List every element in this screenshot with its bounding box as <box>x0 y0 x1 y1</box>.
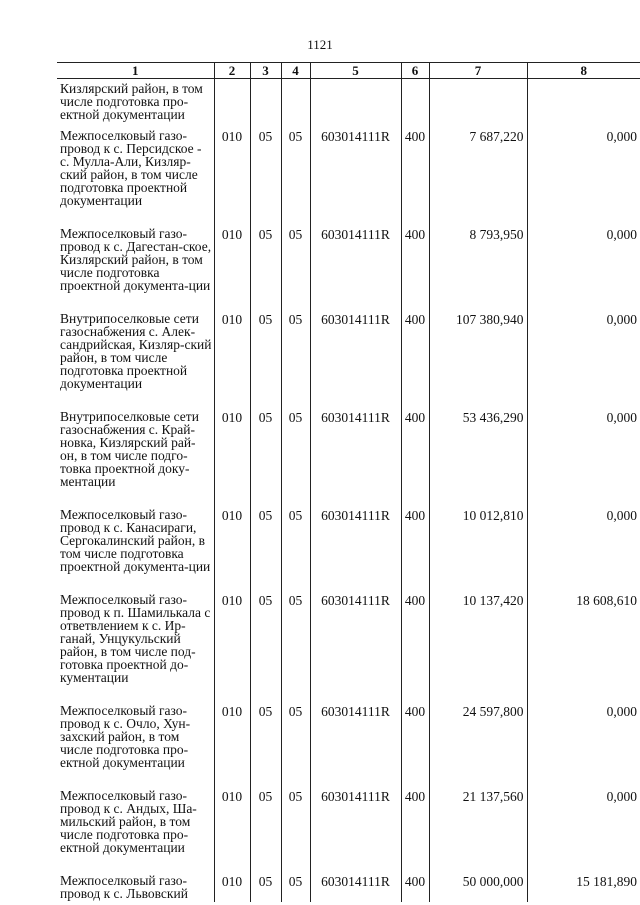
amount-col7: 8 793,950 <box>429 223 527 308</box>
amount-col8: 0,000 <box>527 406 640 504</box>
chapter-code: 010 <box>214 125 250 223</box>
table-row-district <box>57 79 640 126</box>
expense-type-code: 400 <box>401 785 429 870</box>
section-code: 05 <box>250 785 281 870</box>
empty-cell <box>281 79 310 126</box>
amount-col8: 0,000 <box>527 785 640 870</box>
table-row <box>57 125 640 223</box>
chapter-code: 010 <box>214 700 250 785</box>
amount-col8: 0,000 <box>527 223 640 308</box>
amount-col8: 18 608,610 <box>527 589 640 700</box>
expense-type-code: 400 <box>401 870 429 902</box>
target-article-code: 603014111R <box>310 504 401 589</box>
target-article-code: 603014111R <box>310 223 401 308</box>
chapter-code: 010 <box>214 308 250 406</box>
amount-col8: 15 181,890 <box>527 870 640 902</box>
target-article-code: 603014111R <box>310 785 401 870</box>
col-header-2: 2 <box>214 63 250 79</box>
subsection-code: 05 <box>281 223 310 308</box>
subsection-code: 05 <box>281 589 310 700</box>
budget-table <box>57 62 640 902</box>
amount-col8: 0,000 <box>527 504 640 589</box>
section-code: 05 <box>250 308 281 406</box>
target-article-code: 603014111R <box>310 700 401 785</box>
subsection-code: 05 <box>281 308 310 406</box>
subsection-code: 05 <box>281 125 310 223</box>
expense-type-code: 400 <box>401 308 429 406</box>
empty-cell <box>310 79 401 126</box>
amount-col7: 7 687,220 <box>429 125 527 223</box>
row-name: Межпоселковый газо-провод к с. Дагестан-ское, Кизлярский район, в том числе подготовка проектной документа-ции <box>60 226 212 293</box>
col-header-8: 8 <box>527 63 640 79</box>
row-name: Межпоселковый газо-провод к с. Андых, Ша-мильский район, в том числе подготовка про-ектной документации <box>60 788 197 855</box>
header-row <box>57 63 640 79</box>
subsection-code: 05 <box>281 785 310 870</box>
chapter-code: 010 <box>214 406 250 504</box>
amount-col7: 107 380,940 <box>429 308 527 406</box>
target-article-code: 603014111R <box>310 589 401 700</box>
table-row <box>57 589 640 700</box>
col-header-5: 5 <box>310 63 401 79</box>
table-row <box>57 223 640 308</box>
amount-col7: 24 597,800 <box>429 700 527 785</box>
section-code: 05 <box>250 700 281 785</box>
amount-col7: 50 000,000 <box>429 870 527 902</box>
col-header-7: 7 <box>429 63 527 79</box>
table-row <box>57 870 640 902</box>
amount-col7: 53 436,290 <box>429 406 527 504</box>
chapter-code: 010 <box>214 223 250 308</box>
subsection-code: 05 <box>281 504 310 589</box>
subsection-code: 05 <box>281 406 310 504</box>
row-name: Межпоселковый газо-провод к с. Канасираги, Сергокалинский район, в том числе подготовка проектной документа-ции <box>60 507 211 574</box>
target-article-code: 603014111R <box>310 870 401 902</box>
target-article-code: 603014111R <box>310 308 401 406</box>
expense-type-code: 400 <box>401 125 429 223</box>
amount-col8: 0,000 <box>527 700 640 785</box>
table-row <box>57 504 640 589</box>
empty-cell <box>401 79 429 126</box>
chapter-code: 010 <box>214 504 250 589</box>
amount-col7: 21 137,560 <box>429 785 527 870</box>
amount-col8: 0,000 <box>527 308 640 406</box>
subsection-code: 05 <box>281 870 310 902</box>
empty-cell <box>527 79 640 126</box>
empty-cell <box>429 79 527 126</box>
empty-cell <box>250 79 281 126</box>
chapter-code: 010 <box>214 870 250 902</box>
col-header-3: 3 <box>250 63 281 79</box>
empty-cell <box>214 79 250 126</box>
amount-col7: 10 012,810 <box>429 504 527 589</box>
chapter-code: 010 <box>214 589 250 700</box>
row-name: Внутрипоселковые сети газоснабжения с. Алек-сандрийская, Кизляр-ский район, в том числе подготовка проектной документации <box>60 311 212 391</box>
table-row <box>57 700 640 785</box>
expense-type-code: 400 <box>401 504 429 589</box>
table-row <box>57 406 640 504</box>
row-name: Внутрипоселковые сети газоснабжения с. Край-новка, Кизлярский рай-он, в том числе подго-товка проектной доку-ментации <box>60 409 199 489</box>
section-code: 05 <box>250 223 281 308</box>
amount-col7: 10 137,420 <box>429 589 527 700</box>
target-article-code: 603014111R <box>310 125 401 223</box>
section-code: 05 <box>250 589 281 700</box>
expense-type-code: 400 <box>401 406 429 504</box>
col-header-1: 1 <box>57 63 214 79</box>
amount-col8: 0,000 <box>527 125 640 223</box>
section-code: 05 <box>250 870 281 902</box>
page-number: 1121 <box>307 37 333 52</box>
row-name: Кизлярский район, в том числе подготовка про-ектной документации <box>60 81 203 122</box>
section-code: 05 <box>250 125 281 223</box>
col-header-4: 4 <box>281 63 310 79</box>
section-code: 05 <box>250 504 281 589</box>
row-name: Межпоселковый газо-провод к с. Очло, Хун-захский район, в том числе подготовка про-ектной документации <box>60 703 191 770</box>
col-header-6: 6 <box>401 63 429 79</box>
expense-type-code: 400 <box>401 223 429 308</box>
expense-type-code: 400 <box>401 589 429 700</box>
section-code: 05 <box>250 406 281 504</box>
chapter-code: 010 <box>214 785 250 870</box>
row-name: Межпоселковый газо-провод к с. Львовский <box>60 873 188 901</box>
row-name: Межпоселковый газо-провод к с. Персидское - с. Мулла-Али, Кизляр-ский район, в том числе подготовка проектной документации <box>60 128 202 208</box>
table-row <box>57 308 640 406</box>
row-name: Межпоселковый газо-провод к п. Шамилькала с ответвлением к с. Ир-ганай, Унцукульский район, в том числе под-готовка проектной до-кументации <box>60 592 211 685</box>
subsection-code: 05 <box>281 700 310 785</box>
table-row <box>57 785 640 870</box>
target-article-code: 603014111R <box>310 406 401 504</box>
expense-type-code: 400 <box>401 700 429 785</box>
